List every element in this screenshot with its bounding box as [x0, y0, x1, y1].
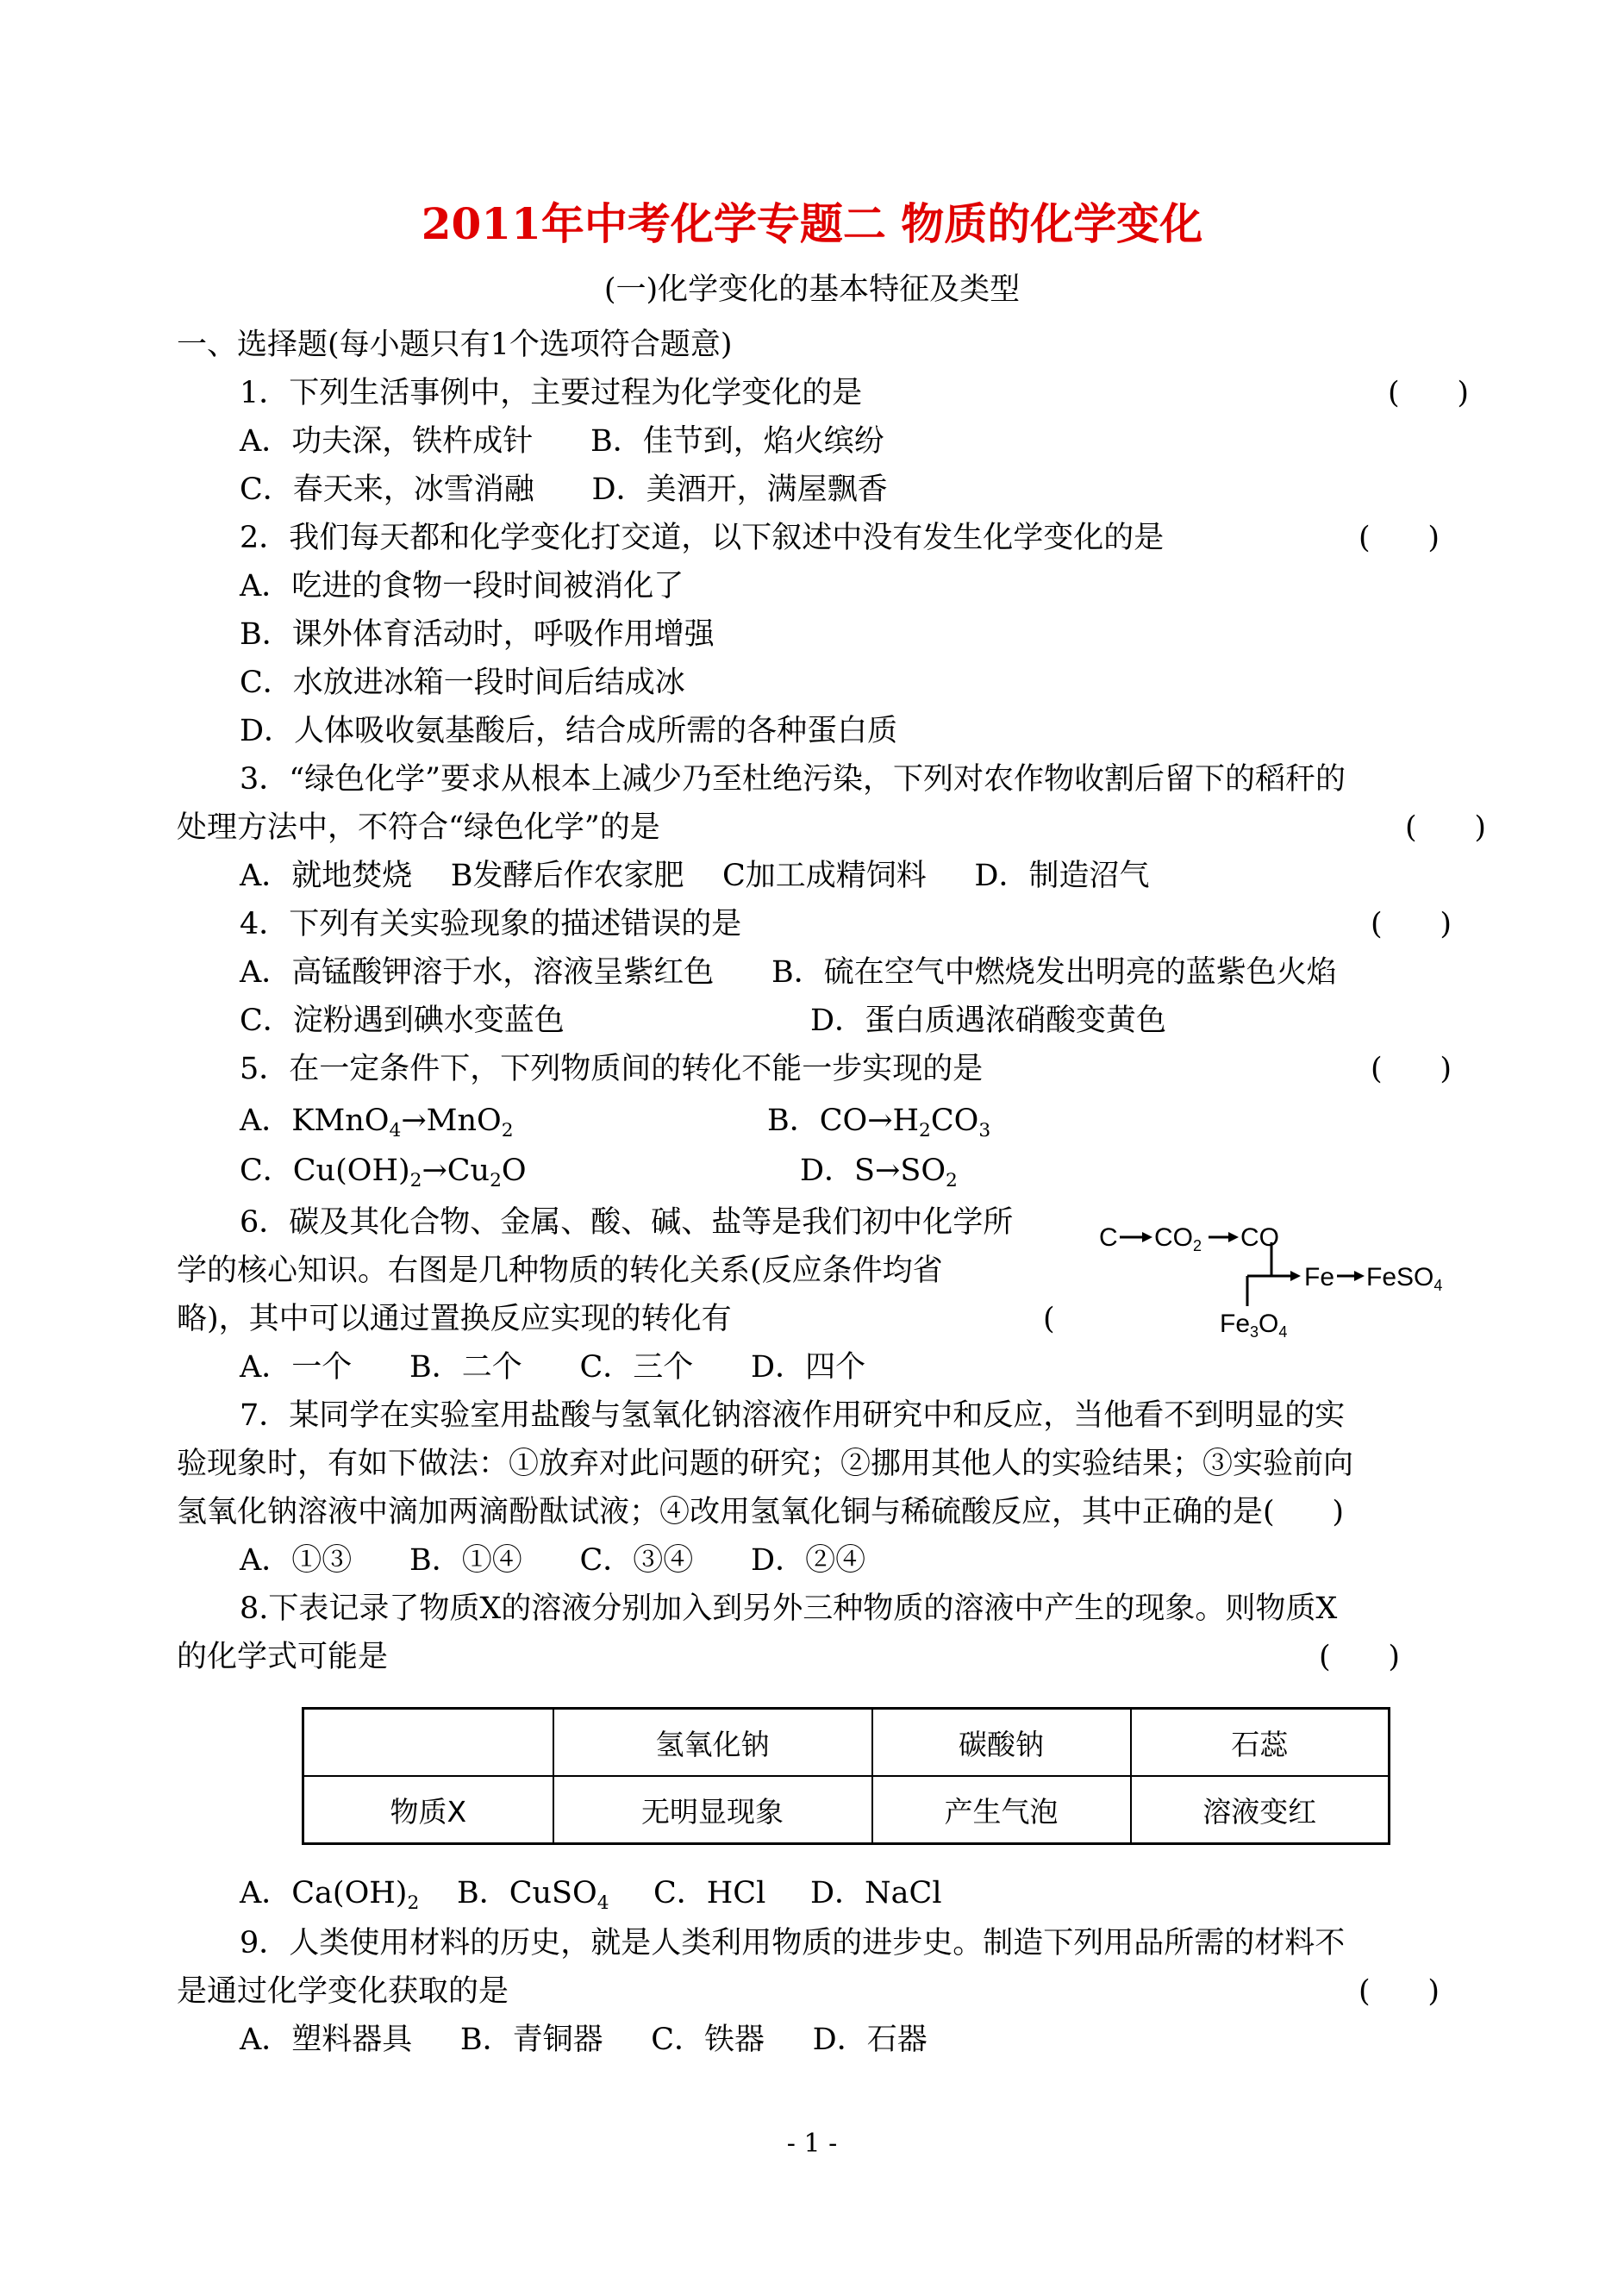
table-cell: 石蕊: [1131, 1709, 1390, 1777]
table-cell: 产生气泡: [872, 1776, 1131, 1844]
q2-answer-paren: ( ): [1359, 521, 1440, 555]
table-header-row: [303, 1709, 1390, 1777]
q2-stem: 2．我们每天都和化学变化打交道，以下叙述中没有发生化学变化的是: [240, 521, 1165, 555]
q8-stem-line1: 8.下表记录了物质X的溶液分别加入到另外三种物质的溶液中产生的现象。则物质X: [240, 1591, 1338, 1626]
q4-option-c: C．淀粉遇到碘水变蓝色: [240, 1004, 565, 1038]
q6-stem-line1: 6．碳及其化合物、金属、酸、碱、盐等是我们初中化学所: [240, 1205, 1014, 1240]
table-cell: 物质X: [303, 1776, 553, 1844]
q1-answer-paren: ( ): [1388, 376, 1470, 410]
q2-option-a: A．吃进的食物一段时间被消化了: [240, 569, 684, 603]
q2-option-b: B．课外体育活动时，呼吸作用增强: [240, 617, 715, 652]
q5-answer-paren: ( ): [1371, 1052, 1452, 1086]
table-row: [303, 1776, 1390, 1844]
q7-stem-line1: 7．某同学在实验室用盐酸与氢氧化钠溶液作用研究中和反应，当他看不到明显的实: [240, 1398, 1346, 1433]
q9-stem-line1: 9．人类使用材料的历史，就是人类利用物质的进步史。制造下列用品所需的材料不: [240, 1926, 1346, 1960]
table-cell: [303, 1709, 553, 1777]
q8-option-d: D．NaCl: [810, 1876, 942, 1910]
q4-answer-paren: ( ): [1371, 907, 1452, 941]
q2-option-c: C．水放进冰箱一段时间后结成冰: [240, 666, 685, 700]
q6-answer-paren: (: [1043, 1302, 1055, 1336]
diagram-feso4: FeSO$_4$: [1366, 1263, 1443, 1294]
q3-options: A．就地焚烧 B发酵后作农家肥 C加工成精饲料 D．制造沼气: [240, 859, 1150, 893]
q8-answer-paren: ( ): [1319, 1640, 1401, 1674]
q8-table: [302, 1707, 1390, 1845]
table-cell: 氢氧化钠: [553, 1709, 872, 1777]
q9-stem-line2: 是通过化学变化获取的是: [177, 1974, 509, 2009]
q5-option-b: B．CO→H2CO3: [767, 1104, 991, 1141]
table-cell: 碳酸钠: [872, 1709, 1131, 1777]
q2-option-d: D．人体吸收氨基酸后，结合成所需的各种蛋白质: [240, 714, 898, 748]
q6-options: A．一个 B．二个 C．三个 D．四个: [240, 1350, 866, 1385]
document-title: 2011年中考化学专题二 物质的化学变化: [421, 198, 1203, 249]
q7-stem-line2: 验现象时，有如下做法：①放弃对此问题的研究；②挪用其他人的实验结果；③实验前向: [177, 1447, 1354, 1481]
q5-option-a: A．KMnO4→MnO2: [240, 1104, 514, 1141]
q1-stem: 1．下列生活事例中，主要过程为化学变化的是: [240, 376, 863, 410]
diagram-fe3o4: $Fe_3O_4$: [1220, 1310, 1288, 1341]
q9-answer-paren: ( ): [1359, 1974, 1440, 2009]
section-heading: 一、选择题(每小题只有1个选项符合题意): [177, 328, 733, 362]
q4-options-ab: A．高锰酸钾溶于水，溶液呈紫红色 B．硫在空气中燃烧发出明亮的蓝紫色火焰: [240, 955, 1337, 990]
q8-option-c: C．HCl: [653, 1876, 766, 1910]
q5-option-c: C．Cu(OH)2→Cu2O: [240, 1154, 527, 1191]
q1-options-cd: C．春天来，冰雪消融 D．美酒开，满屋飘香: [240, 472, 888, 507]
q5-stem: 5．在一定条件下，下列物质间的转化不能一步实现的是: [240, 1052, 984, 1086]
diagram-c: C: [1099, 1223, 1118, 1252]
table-cell: 无明显现象: [553, 1776, 872, 1844]
q1-options-ab: A．功夫深，铁杵成针 B．佳节到，焰火缤纷: [240, 424, 884, 459]
arrow-c-co2-head: [1142, 1232, 1152, 1242]
q3-stem-line2: 处理方法中，不符合“绿色化学”的是: [177, 810, 660, 845]
q6-stem-line3: 略)，其中可以通过置换反应实现的转化有: [177, 1302, 732, 1336]
arrow-to-fe-head: [1290, 1271, 1301, 1281]
q5-option-d: D．S→SO2: [800, 1154, 958, 1191]
q3-answer-paren: ( ): [1405, 810, 1487, 845]
diagram-co2: $CO_2$: [1154, 1223, 1202, 1254]
q8-option-a: A．Ca(OH)2: [240, 1876, 420, 1914]
q8-option-b: B．CuSO4: [457, 1876, 609, 1914]
q3-stem-line1: 3．“绿色化学”要求从根本上减少乃至杜绝污染，下列对农作物收割后留下的稻秆的: [240, 762, 1346, 797]
table-cell: 溶液变红: [1131, 1776, 1390, 1844]
conversion-diagram: [1099, 1211, 1443, 1341]
q7-options: A．①③ B．①④ C．③④ D．②④: [240, 1543, 866, 1578]
q4-stem: 4．下列有关实验现象的描述错误的是: [240, 907, 742, 941]
arrow-fe-feso4-head: [1354, 1271, 1365, 1281]
diagram-fe: Fe: [1304, 1263, 1335, 1291]
arrow-co2-co-head: [1228, 1232, 1239, 1242]
q6-stem-line2: 学的核心知识。右图是几种物质的转化关系(反应条件均省: [177, 1254, 943, 1288]
q8-stem-line2: 的化学式可能是: [177, 1640, 389, 1674]
q7-stem-line3: 氢氧化钠溶液中滴加两滴酚酞试液；④改用氢氧化铜与稀硫酸反应，其中正确的是( ): [177, 1495, 1345, 1529]
q4-option-d: D．蛋白质遇浓硝酸变黄色: [810, 1004, 1167, 1038]
page-number: - 1 -: [786, 2129, 838, 2159]
q9-options: A．塑料器具 B．青铜器 C．铁器 D．石器: [240, 2023, 928, 2057]
section-subtitle: (一)化学变化的基本特征及类型: [603, 272, 1021, 307]
diagram-co: CO: [1240, 1223, 1279, 1252]
